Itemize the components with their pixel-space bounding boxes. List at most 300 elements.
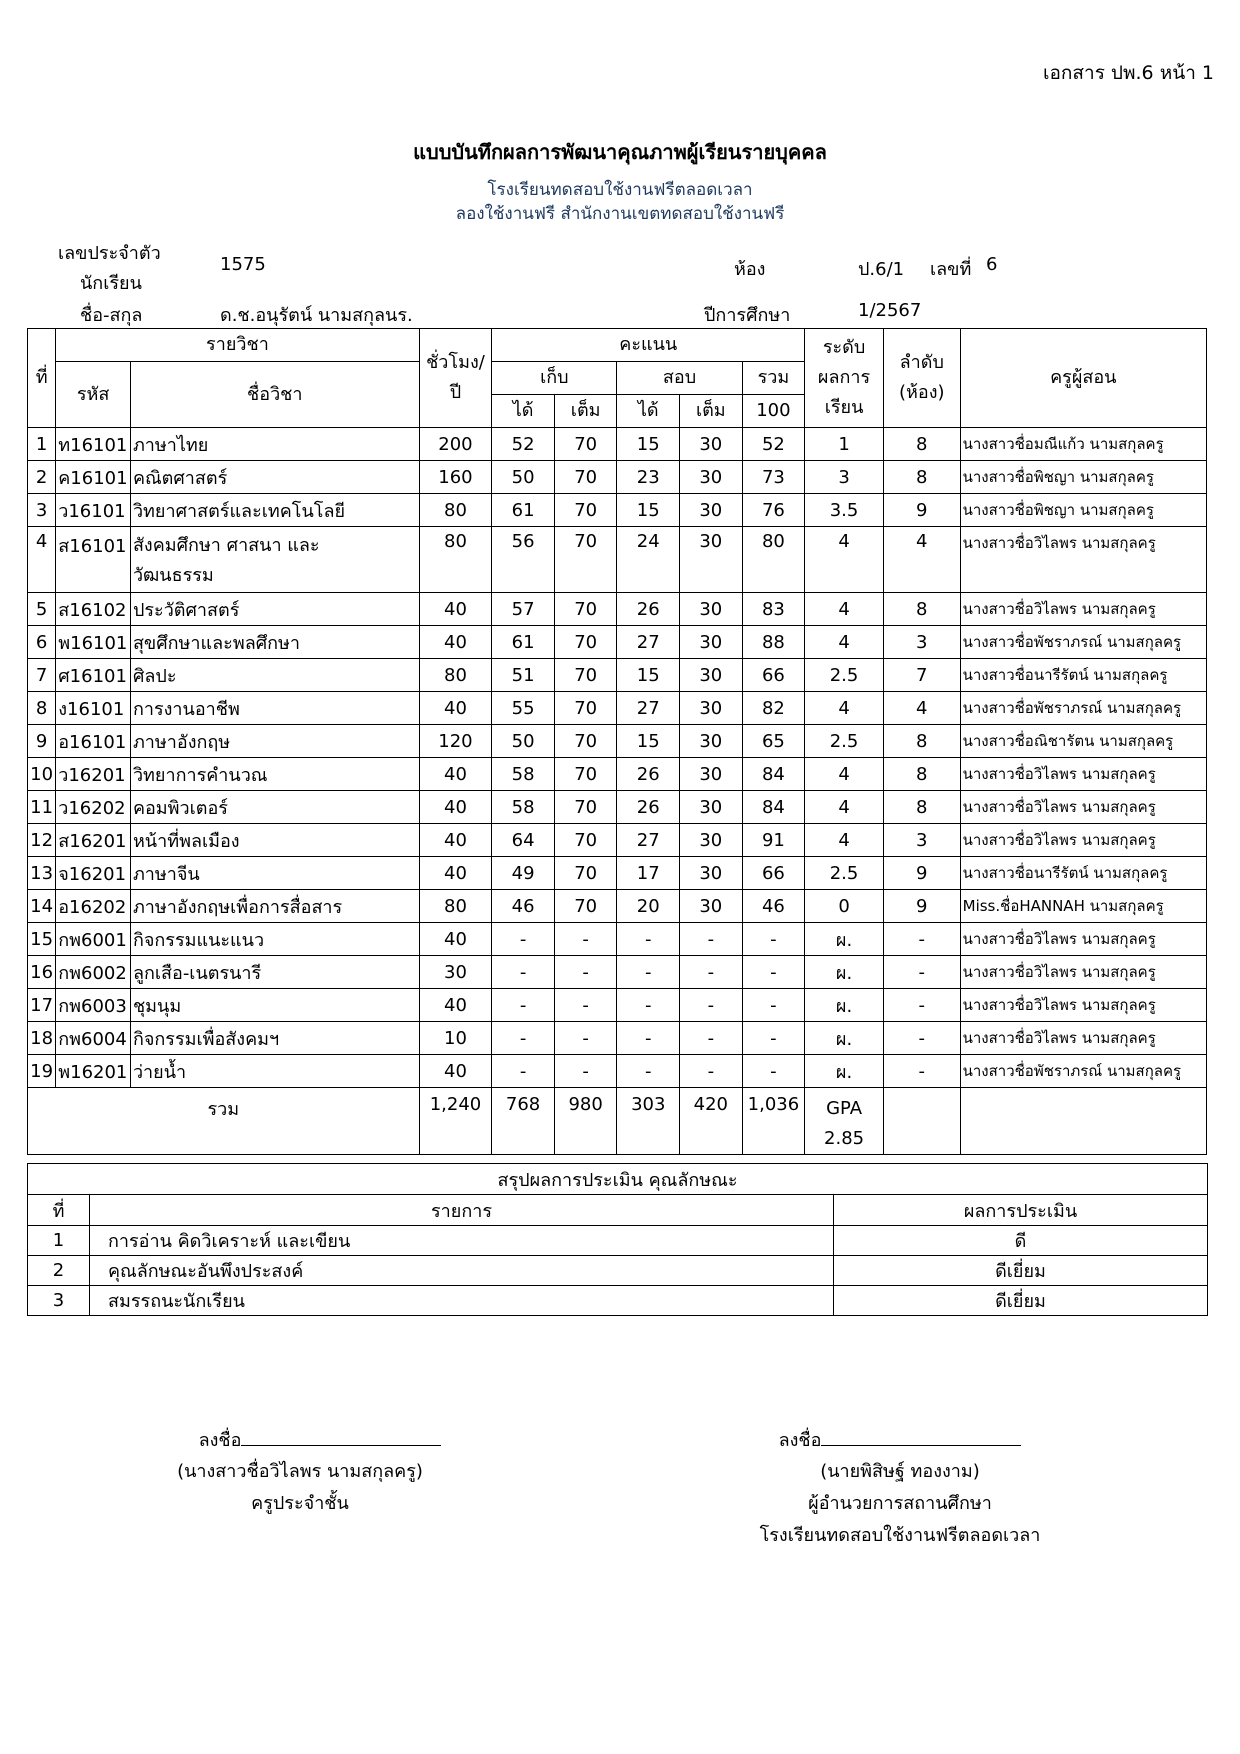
class-rank: - bbox=[883, 923, 960, 956]
teacher-name: นางสาวชื่อวิไลพร นามสกุลครู bbox=[960, 527, 1206, 593]
subject-code: จ16201 bbox=[56, 857, 131, 890]
hours-per-year: 40 bbox=[419, 824, 492, 857]
teacher-name: นางสาวชื่อวิไลพร นามสกุลครู bbox=[960, 923, 1206, 956]
collect-full: - bbox=[554, 989, 617, 1022]
total-score: 80 bbox=[742, 527, 805, 593]
subject-name: ศิลปะ bbox=[130, 659, 419, 692]
teacher-name: นางสาวชื่อวิไลพร นามสกุลครู bbox=[960, 956, 1206, 989]
gpa-value: 2.85 bbox=[824, 1128, 865, 1149]
collect-score: 58 bbox=[492, 791, 555, 824]
totals-exam-full: 420 bbox=[680, 1088, 743, 1155]
header-collect-got: ได้ bbox=[492, 395, 555, 428]
teacher-name: Miss.ชื่อHANNAH นามสกุลครู bbox=[960, 890, 1206, 923]
assessment-col-result: ผลการประเมิน bbox=[834, 1195, 1208, 1226]
header-subject-name: ชื่อวิชา bbox=[130, 362, 419, 428]
hours-per-year: 80 bbox=[419, 494, 492, 527]
teacher-name: นางสาวชื่อวิไลพร นามสกุลครู bbox=[960, 824, 1206, 857]
class-rank: 4 bbox=[883, 692, 960, 725]
student-name: ด.ช.อนุรัตน์ นามสกุลนร. bbox=[220, 305, 413, 326]
gpa-label: GPA bbox=[826, 1098, 863, 1119]
student-id-value: 1575 bbox=[220, 254, 266, 275]
page-reference: เอกสาร ปพ.6 หน้า 1 bbox=[1043, 62, 1214, 84]
grades-table-header bbox=[28, 329, 1207, 428]
subject-name: สุขศึกษาและพลศึกษา bbox=[130, 626, 419, 659]
hours-per-year: 10 bbox=[419, 1022, 492, 1055]
subject-name: หน้าที่พลเมือง bbox=[130, 824, 419, 857]
room-value: ป.6/1 bbox=[858, 259, 905, 280]
subject-name-line-1: สังคมศึกษา ศาสนา และ bbox=[132, 535, 320, 556]
class-rank: 8 bbox=[883, 791, 960, 824]
collect-full: - bbox=[554, 923, 617, 956]
teacher-name: นางสาวชื่อวิไลพร นามสกุลครู bbox=[960, 1022, 1206, 1055]
totals-exam-got: 303 bbox=[617, 1088, 680, 1155]
collect-score: 50 bbox=[492, 725, 555, 758]
subject-name: วิทยาการคำนวณ bbox=[130, 758, 419, 791]
collect-score: 64 bbox=[492, 824, 555, 857]
total-score: 84 bbox=[742, 758, 805, 791]
subject-name: ภาษาอังกฤษเพื่อการสื่อสาร bbox=[130, 890, 419, 923]
class-rank: 8 bbox=[883, 428, 960, 461]
totals-hours: 1,240 bbox=[419, 1088, 492, 1155]
grade-level: 2.5 bbox=[805, 857, 884, 890]
teacher-name: นางสาวชื่อพัชราภรณ์ นามสกุลครู bbox=[960, 626, 1206, 659]
collect-score: - bbox=[492, 956, 555, 989]
header-rank bbox=[883, 329, 960, 428]
total-score: 91 bbox=[742, 824, 805, 857]
total-score: 83 bbox=[742, 593, 805, 626]
grades-table-footer bbox=[28, 1088, 1207, 1155]
class-rank: 3 bbox=[883, 824, 960, 857]
exam-full: 30 bbox=[680, 758, 743, 791]
grade-row bbox=[28, 461, 1207, 494]
subject-name: ภาษาจีน bbox=[130, 857, 419, 890]
hours-per-year: 40 bbox=[419, 791, 492, 824]
exam-full: 30 bbox=[680, 692, 743, 725]
row-no: 5 bbox=[28, 593, 56, 626]
subject-code: ง16101 bbox=[56, 692, 131, 725]
row-no: 9 bbox=[28, 725, 56, 758]
assessment-item: คุณลักษณะอันพึงประสงค์ bbox=[90, 1256, 834, 1286]
subject-name: ว่ายน้ำ bbox=[130, 1055, 419, 1088]
totals-row bbox=[28, 1088, 1207, 1155]
row-no: 4 bbox=[28, 527, 56, 593]
assessment-no: 1 bbox=[28, 1226, 90, 1256]
collect-full: 70 bbox=[554, 857, 617, 890]
subject-code: อ16202 bbox=[56, 890, 131, 923]
right-signer-school: โรงเรียนทดสอบใช้งานฟรีตลอดเวลา bbox=[759, 1525, 1041, 1546]
assessment-title: สรุปผลการประเมิน คุณลักษณะ bbox=[28, 1164, 1208, 1195]
hours-per-year: 40 bbox=[419, 989, 492, 1022]
right-signer-position: ผู้อำนวยการสถานศึกษา bbox=[808, 1493, 992, 1514]
exam-full: 30 bbox=[680, 494, 743, 527]
grade-level: 2.5 bbox=[805, 725, 884, 758]
exam-score: 15 bbox=[617, 659, 680, 692]
hours-per-year: 40 bbox=[419, 1055, 492, 1088]
collect-score: - bbox=[492, 1055, 555, 1088]
total-score: 52 bbox=[742, 428, 805, 461]
header-rank-line-1: ลำดับ bbox=[899, 352, 944, 373]
class-rank: - bbox=[883, 1055, 960, 1088]
header-exam-got: ได้ bbox=[617, 395, 680, 428]
total-score: - bbox=[742, 923, 805, 956]
grade-row bbox=[28, 923, 1207, 956]
exam-score: - bbox=[617, 989, 680, 1022]
exam-full: - bbox=[680, 1022, 743, 1055]
subject-name bbox=[130, 527, 419, 593]
collect-score: 51 bbox=[492, 659, 555, 692]
exam-full: 30 bbox=[680, 593, 743, 626]
class-rank: 3 bbox=[883, 626, 960, 659]
exam-full: - bbox=[680, 989, 743, 1022]
exam-score: - bbox=[617, 956, 680, 989]
exam-score: 24 bbox=[617, 527, 680, 593]
collect-full: - bbox=[554, 1055, 617, 1088]
subject-code: ส16201 bbox=[56, 824, 131, 857]
collect-full: 70 bbox=[554, 626, 617, 659]
header-hours-line-1: ชั่วโมง/ bbox=[426, 352, 485, 373]
exam-full: 30 bbox=[680, 659, 743, 692]
grade-row bbox=[28, 989, 1207, 1022]
student-id-label-2: นักเรียน bbox=[80, 273, 142, 294]
header-subject: รายวิชา bbox=[56, 329, 419, 362]
left-sign-label: ลงชื่อ bbox=[198, 1430, 242, 1451]
grade-level: 4 bbox=[805, 791, 884, 824]
header-collect: เก็บ bbox=[492, 362, 617, 395]
exam-score: 26 bbox=[617, 791, 680, 824]
row-no: 19 bbox=[28, 1055, 56, 1088]
exam-score: 17 bbox=[617, 857, 680, 890]
exam-score: 15 bbox=[617, 725, 680, 758]
grade-level: 3 bbox=[805, 461, 884, 494]
left-signer-position: ครูประจำชั้น bbox=[251, 1493, 349, 1514]
collect-score: - bbox=[492, 923, 555, 956]
year-label: ปีการศึกษา bbox=[704, 305, 791, 326]
collect-score: 49 bbox=[492, 857, 555, 890]
collect-score: 61 bbox=[492, 626, 555, 659]
header-collect-full: เต็ม bbox=[554, 395, 617, 428]
grade-level: 4 bbox=[805, 692, 884, 725]
subject-name: คอมพิวเตอร์ bbox=[130, 791, 419, 824]
collect-full: 70 bbox=[554, 791, 617, 824]
document-title: แบบบันทึกผลการพัฒนาคุณภาพผู้เรียนรายบุคคล bbox=[413, 140, 827, 164]
collect-full: 70 bbox=[554, 494, 617, 527]
grade-row bbox=[28, 890, 1207, 923]
assessment-result: ดี bbox=[834, 1226, 1208, 1256]
collect-score: 56 bbox=[492, 527, 555, 593]
left-signer-name: (นางสาวชื่อวิไลพร นามสกุลครู) bbox=[177, 1461, 423, 1482]
grade-row bbox=[28, 758, 1207, 791]
total-score: 66 bbox=[742, 659, 805, 692]
grade-row bbox=[28, 791, 1207, 824]
exam-full: 30 bbox=[680, 824, 743, 857]
teacher-name: นางสาวชื่อพิชญา นามสกุลครู bbox=[960, 494, 1206, 527]
collect-full: 70 bbox=[554, 890, 617, 923]
subject-code: ค16101 bbox=[56, 461, 131, 494]
subject-code: ว16201 bbox=[56, 758, 131, 791]
class-rank: - bbox=[883, 1022, 960, 1055]
number-label: เลขที่ bbox=[930, 259, 972, 280]
hours-per-year: 40 bbox=[419, 593, 492, 626]
grade-row bbox=[28, 725, 1207, 758]
header-level bbox=[805, 329, 884, 428]
assessment-no: 3 bbox=[28, 1286, 90, 1316]
row-no: 3 bbox=[28, 494, 56, 527]
office-line: ลองใช้งานฟรี สำนักงานเขตทดสอบใช้งานฟรี bbox=[455, 204, 785, 224]
left-sign-underline bbox=[241, 1427, 441, 1446]
hours-per-year: 40 bbox=[419, 923, 492, 956]
grade-row bbox=[28, 692, 1207, 725]
collect-full: - bbox=[554, 1022, 617, 1055]
subject-code: ส16102 bbox=[56, 593, 131, 626]
exam-score: 15 bbox=[617, 494, 680, 527]
grade-level: ผ. bbox=[805, 1055, 884, 1088]
gpa-cell bbox=[805, 1088, 884, 1155]
right-sign-underline bbox=[821, 1427, 1021, 1446]
subject-name: ภาษาอังกฤษ bbox=[130, 725, 419, 758]
collect-full: 70 bbox=[554, 593, 617, 626]
assessment-result: ดีเยี่ยม bbox=[834, 1286, 1208, 1316]
assessment-item: การอ่าน คิดวิเคราะห์ และเขียน bbox=[90, 1226, 834, 1256]
teacher-name: นางสาวชื่อนารีรัตน์ นามสกุลครู bbox=[960, 857, 1206, 890]
header-rank-line-2: (ห้อง) bbox=[899, 382, 945, 403]
teacher-name: นางสาวชื่อพัชราภรณ์ นามสกุลครู bbox=[960, 1055, 1206, 1088]
header-total: รวม bbox=[742, 362, 805, 395]
teacher-name: นางสาวชื่อวิไลพร นามสกุลครู bbox=[960, 989, 1206, 1022]
header-score: คะแนน bbox=[492, 329, 805, 362]
exam-full: 30 bbox=[680, 428, 743, 461]
exam-score: - bbox=[617, 1055, 680, 1088]
header-teacher: ครูผู้สอน bbox=[960, 329, 1206, 428]
year-value: 1/2567 bbox=[858, 300, 922, 321]
grade-row bbox=[28, 1022, 1207, 1055]
collect-full: 70 bbox=[554, 659, 617, 692]
collect-full: 70 bbox=[554, 461, 617, 494]
row-no: 6 bbox=[28, 626, 56, 659]
exam-score: 15 bbox=[617, 428, 680, 461]
header-exam-full: เต็ม bbox=[680, 395, 743, 428]
subject-code: กพ6001 bbox=[56, 923, 131, 956]
collect-full: 70 bbox=[554, 428, 617, 461]
totals-teacher-empty bbox=[960, 1088, 1206, 1155]
subject-name: ลูกเสือ-เนตรนารี bbox=[130, 956, 419, 989]
grade-level: ผ. bbox=[805, 956, 884, 989]
assessment-body bbox=[28, 1226, 1208, 1316]
number-value: 6 bbox=[986, 254, 998, 275]
collect-score: - bbox=[492, 1022, 555, 1055]
grade-level: 1 bbox=[805, 428, 884, 461]
collect-score: 46 bbox=[492, 890, 555, 923]
teacher-name: นางสาวชื่อมณีแก้ว นามสกุลครู bbox=[960, 428, 1206, 461]
collect-score: 50 bbox=[492, 461, 555, 494]
assessment-row bbox=[28, 1256, 1208, 1286]
grade-level: ผ. bbox=[805, 989, 884, 1022]
collect-full: 70 bbox=[554, 725, 617, 758]
hours-per-year: 80 bbox=[419, 527, 492, 593]
grade-row bbox=[28, 593, 1207, 626]
exam-full: 30 bbox=[680, 626, 743, 659]
grade-row bbox=[28, 857, 1207, 890]
totals-collect-full: 980 bbox=[554, 1088, 617, 1155]
collect-score: 57 bbox=[492, 593, 555, 626]
teacher-name: นางสาวชื่อนารีรัตน์ นามสกุลครู bbox=[960, 659, 1206, 692]
class-rank: 9 bbox=[883, 890, 960, 923]
right-signer-name: (นายพิสิษฐ์ ทองงาม) bbox=[820, 1461, 980, 1482]
subject-code: กพ6004 bbox=[56, 1022, 131, 1055]
name-label: ชื่อ-สกุล bbox=[80, 305, 143, 326]
header-no: ที่ bbox=[28, 329, 56, 428]
subject-name: การงานอาชีพ bbox=[130, 692, 419, 725]
totals-score: 1,036 bbox=[742, 1088, 805, 1155]
subject-code: ส16101 bbox=[56, 527, 131, 593]
header-level-line-3: เรียน bbox=[824, 397, 864, 418]
hours-per-year: 200 bbox=[419, 428, 492, 461]
assessment-result: ดีเยี่ยม bbox=[834, 1256, 1208, 1286]
class-rank: - bbox=[883, 956, 960, 989]
hours-per-year: 80 bbox=[419, 890, 492, 923]
total-score: 76 bbox=[742, 494, 805, 527]
subject-code: พ16101 bbox=[56, 626, 131, 659]
exam-score: - bbox=[617, 923, 680, 956]
grade-row bbox=[28, 956, 1207, 989]
teacher-name: นางสาวชื่อวิไลพร นามสกุลครู bbox=[960, 758, 1206, 791]
row-no: 14 bbox=[28, 890, 56, 923]
subject-code: อ16101 bbox=[56, 725, 131, 758]
total-score: - bbox=[742, 989, 805, 1022]
grade-row bbox=[28, 1055, 1207, 1088]
exam-score: 26 bbox=[617, 758, 680, 791]
subject-name: คณิตศาสตร์ bbox=[130, 461, 419, 494]
header-hours bbox=[419, 329, 492, 428]
exam-full: - bbox=[680, 923, 743, 956]
total-score: 88 bbox=[742, 626, 805, 659]
exam-score: - bbox=[617, 1022, 680, 1055]
exam-full: 30 bbox=[680, 857, 743, 890]
subject-code: ศ16101 bbox=[56, 659, 131, 692]
grade-row bbox=[28, 626, 1207, 659]
grade-level: 4 bbox=[805, 593, 884, 626]
header-exam: สอบ bbox=[617, 362, 742, 395]
hours-per-year: 40 bbox=[419, 758, 492, 791]
grade-level: 2.5 bbox=[805, 659, 884, 692]
exam-score: 20 bbox=[617, 890, 680, 923]
class-rank: 8 bbox=[883, 725, 960, 758]
assessment-header bbox=[28, 1164, 1208, 1226]
room-label: ห้อง bbox=[734, 259, 766, 280]
exam-score: 27 bbox=[617, 626, 680, 659]
subject-name: ประวัติศาสตร์ bbox=[130, 593, 419, 626]
exam-full: 30 bbox=[680, 527, 743, 593]
grade-level: ผ. bbox=[805, 1022, 884, 1055]
grade-level: 4 bbox=[805, 758, 884, 791]
exam-score: 26 bbox=[617, 593, 680, 626]
row-no: 17 bbox=[28, 989, 56, 1022]
collect-full: 70 bbox=[554, 692, 617, 725]
subject-name: ภาษาไทย bbox=[130, 428, 419, 461]
hours-per-year: 40 bbox=[419, 626, 492, 659]
total-score: 65 bbox=[742, 725, 805, 758]
grade-row bbox=[28, 494, 1207, 527]
exam-score: 23 bbox=[617, 461, 680, 494]
grades-table bbox=[27, 328, 1207, 1155]
header-code: รหัส bbox=[56, 362, 131, 428]
totals-label: รวม bbox=[28, 1088, 420, 1155]
row-no: 18 bbox=[28, 1022, 56, 1055]
row-no: 13 bbox=[28, 857, 56, 890]
collect-full: 70 bbox=[554, 824, 617, 857]
hours-per-year: 80 bbox=[419, 659, 492, 692]
class-rank: 8 bbox=[883, 461, 960, 494]
subject-code: พ16201 bbox=[56, 1055, 131, 1088]
row-no: 1 bbox=[28, 428, 56, 461]
header-level-line-1: ระดับ bbox=[822, 337, 866, 358]
collect-score: 55 bbox=[492, 692, 555, 725]
hours-per-year: 40 bbox=[419, 692, 492, 725]
exam-full: 30 bbox=[680, 890, 743, 923]
assessment-row bbox=[28, 1226, 1208, 1256]
grade-row bbox=[28, 824, 1207, 857]
class-rank: - bbox=[883, 989, 960, 1022]
assessment-col-item: รายการ bbox=[90, 1195, 834, 1226]
teacher-name: นางสาวชื่อพิชญา นามสกุลครู bbox=[960, 461, 1206, 494]
total-score: 73 bbox=[742, 461, 805, 494]
teacher-name: นางสาวชื่อพัชราภรณ์ นามสกุลครู bbox=[960, 692, 1206, 725]
total-score: - bbox=[742, 956, 805, 989]
total-score: 66 bbox=[742, 857, 805, 890]
grade-row bbox=[28, 527, 1207, 593]
assessment-table bbox=[27, 1163, 1208, 1316]
total-score: 84 bbox=[742, 791, 805, 824]
exam-full: 30 bbox=[680, 461, 743, 494]
subject-name: กิจกรรมเพื่อสังคมฯ bbox=[130, 1022, 419, 1055]
collect-score: - bbox=[492, 989, 555, 1022]
subject-code: ว16202 bbox=[56, 791, 131, 824]
totals-rank-empty bbox=[883, 1088, 960, 1155]
hours-per-year: 30 bbox=[419, 956, 492, 989]
class-rank: 8 bbox=[883, 758, 960, 791]
total-score: 46 bbox=[742, 890, 805, 923]
header-hours-line-2: ปี bbox=[449, 382, 462, 403]
subject-name-line-2: วัฒนธรรม bbox=[132, 565, 214, 586]
row-no: 11 bbox=[28, 791, 56, 824]
subject-code: กพ6003 bbox=[56, 989, 131, 1022]
row-no: 12 bbox=[28, 824, 56, 857]
subject-code: ว16101 bbox=[56, 494, 131, 527]
class-rank: 8 bbox=[883, 593, 960, 626]
assessment-no: 2 bbox=[28, 1256, 90, 1286]
collect-full: 70 bbox=[554, 758, 617, 791]
collect-score: 52 bbox=[492, 428, 555, 461]
exam-full: - bbox=[680, 1055, 743, 1088]
grade-row bbox=[28, 428, 1207, 461]
grade-level: 4 bbox=[805, 824, 884, 857]
teacher-name: นางสาวชื่อวิไลพร นามสกุลครู bbox=[960, 593, 1206, 626]
header-level-line-2: ผลการ bbox=[817, 367, 871, 388]
subject-name: วิทยาศาสตร์และเทคโนโลยี bbox=[130, 494, 419, 527]
subject-name: ชุมนุม bbox=[130, 989, 419, 1022]
row-no: 8 bbox=[28, 692, 56, 725]
grade-row bbox=[28, 659, 1207, 692]
exam-score: 27 bbox=[617, 824, 680, 857]
assessment-row bbox=[28, 1286, 1208, 1316]
grades-table-body bbox=[28, 428, 1207, 1088]
left-signature-line bbox=[160, 1425, 480, 1454]
row-no: 7 bbox=[28, 659, 56, 692]
right-sign-label: ลงชื่อ bbox=[778, 1430, 822, 1451]
student-id-label-1: เลขประจำตัว bbox=[58, 243, 161, 264]
hours-per-year: 160 bbox=[419, 461, 492, 494]
class-rank: 9 bbox=[883, 857, 960, 890]
collect-full: 70 bbox=[554, 527, 617, 593]
